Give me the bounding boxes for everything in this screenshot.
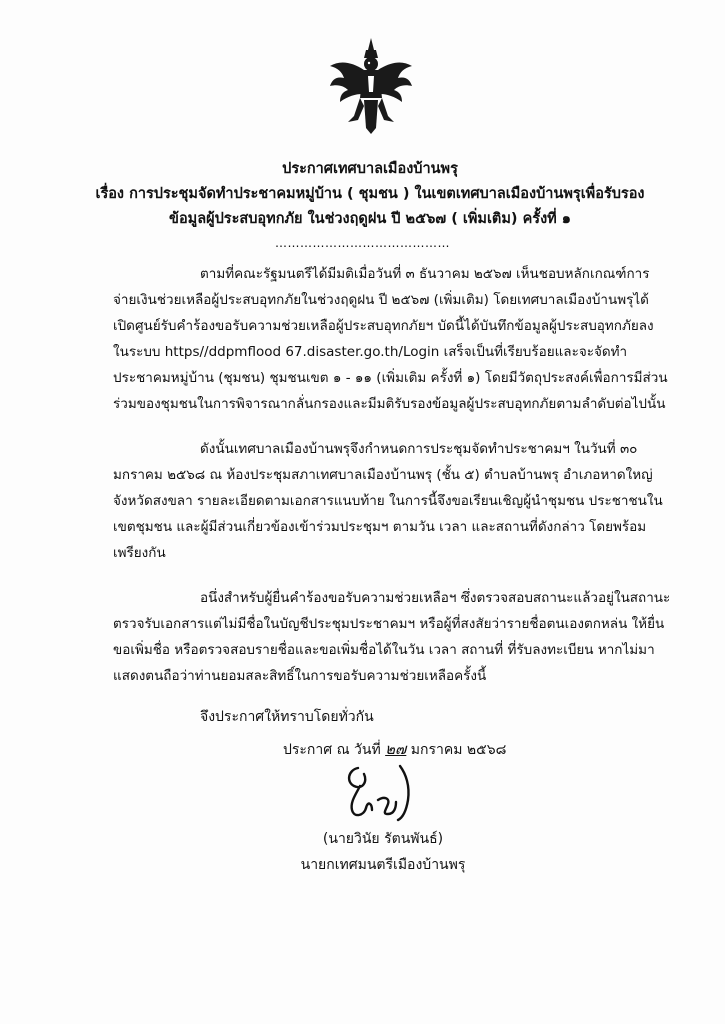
paragraph-1-line: เปิดศูนย์รับคำร้องขอรับความช่วยเหลือผู้ประสบอุทกภัยฯ บัดนี้ได้บันทึกข้อมูลผู้ประสบอุทกภัยลง [113,318,654,334]
paragraph-3-line: ขอเพิ่มชื่อ หรือตรวจสอบรายชื่อและขอเพิ่มชื่อได้ในวัน เวลา สถานที่ ที่รับลงทะเบียน หากไม่มา [113,642,655,658]
date-suffix: มกราคม ๒๕๖๘ [410,742,507,758]
date-prefix: ประกาศ ณ วันที่ [283,742,381,758]
paragraph-2-line: จังหวัดสงขลา รายละเอียดตามเอกสารแนบท้าย ในการนี้จึงขอเรียนเชิญผู้นำชุมชน ประชาชนใน [113,493,663,509]
paragraph-1-line: ประชาคมหมู่บ้าน (ชุมชน) ชุมชนเขต ๑ - ๑๑ (เพิ่มเติม ครั้งที่ ๑) โดยมีวัตถุประสงค์เพื่อการมีส่วน [113,370,668,386]
announcement-subject-cont: ข้อมูลผู้ประสบอุทกภัย ในช่วงฤดูฝน ปี ๒๕๖๗ ( เพิ่มเติม) ครั้งที่ ๑ [169,211,571,227]
paragraph-2-line: มกราคม ๒๕๖๘ ณ ห้องประชุมสภาเทศบาลเมืองบ้านพรุ (ชั้น ๕) ตำบลบ้านพรุ อำเภอหาดใหญ่ [113,467,653,483]
date-day: ๒๗ [385,740,407,758]
separator-dots: …………………………………… [275,236,450,250]
paragraph-1-line: ร่วมของชุมชนในการพิจารณากลั่นกรองและมีมติรับรองข้อมูลผู้ประสบอุทกภัยตามลำดับต่อไปนั้น [113,396,666,412]
announcement-subject: เรื่อง การประชุมจัดทำประชาคมหมู่บ้าน ( ชุมชน ) ในเขตเทศบาลเมืองบ้านพรุเพื่อรับรอง [95,186,645,202]
paragraph-1-line: ในระบบ https//ddpmflood 67.disaster.go.th/Login เสร็จเป็นที่เรียบร้อยและจะจัดทำ [113,344,628,360]
announcement-date [283,738,506,761]
garuda-emblem-icon [326,36,416,136]
paragraph-2-line: ดังนั้นเทศบาลเมืองบ้านพรุจึงกำหนดการประชุมจัดทำประชาคมฯ ในวันที่ ๓๐ [200,441,638,457]
paragraph-3-line: อนึ่งสำหรับผู้ยื่นคำร้องขอรับความช่วยเหลือฯ ซึ่งตรวจสอบสถานะแล้วอยู่ในสถานะ [200,590,671,606]
closing-statement: จึงประกาศให้ทราบโดยทั่วกัน [200,709,374,725]
signer-name: (นายวินัย รัตนพันธ์) [322,831,444,847]
paragraph-3-line: ตรวจรับเอกสารแต่ไม่มีชื่อในบัญชีประชุมประชาคมฯ หรือผู้ที่สงสัยว่ารายชื่อตนเองตกหล่น ให้ยื่น [113,616,665,632]
paragraph-1-line: จ่ายเงินช่วยเหลือผู้ประสบอุทกภัยในช่วงฤดูฝน ปี ๒๕๖๗ (เพิ่มเติม) โดยเทศบาลเมืองบ้านพรุได้ [113,292,649,308]
paragraph-1-line: ตามที่คณะรัฐมนตรีได้มีมติเมื่อวันที่ ๓ ธันวาคม ๒๕๖๗ เห็นชอบหลักเกณฑ์การ [200,266,650,282]
paragraph-3-line: แสดงตนถือว่าท่านยอมสละสิทธิ์ในการขอรับความช่วยเหลือครั้งนี้ [113,668,487,684]
paragraph-2-line: เขตชุมชน และผู้มีส่วนเกี่ยวข้องเข้าร่วมประชุมฯ ตามวัน เวลา และสถานที่ดังกล่าว โดยพร้อม [113,519,647,535]
handwritten-signature [338,760,438,824]
signer-title: นายกเทศมนตรีเมืองบ้านพรุ [300,857,466,873]
paragraph-2-line: เพรียงกัน [113,545,166,561]
announcement-title: ประกาศเทศบาลเมืองบ้านพรุ [282,161,458,177]
